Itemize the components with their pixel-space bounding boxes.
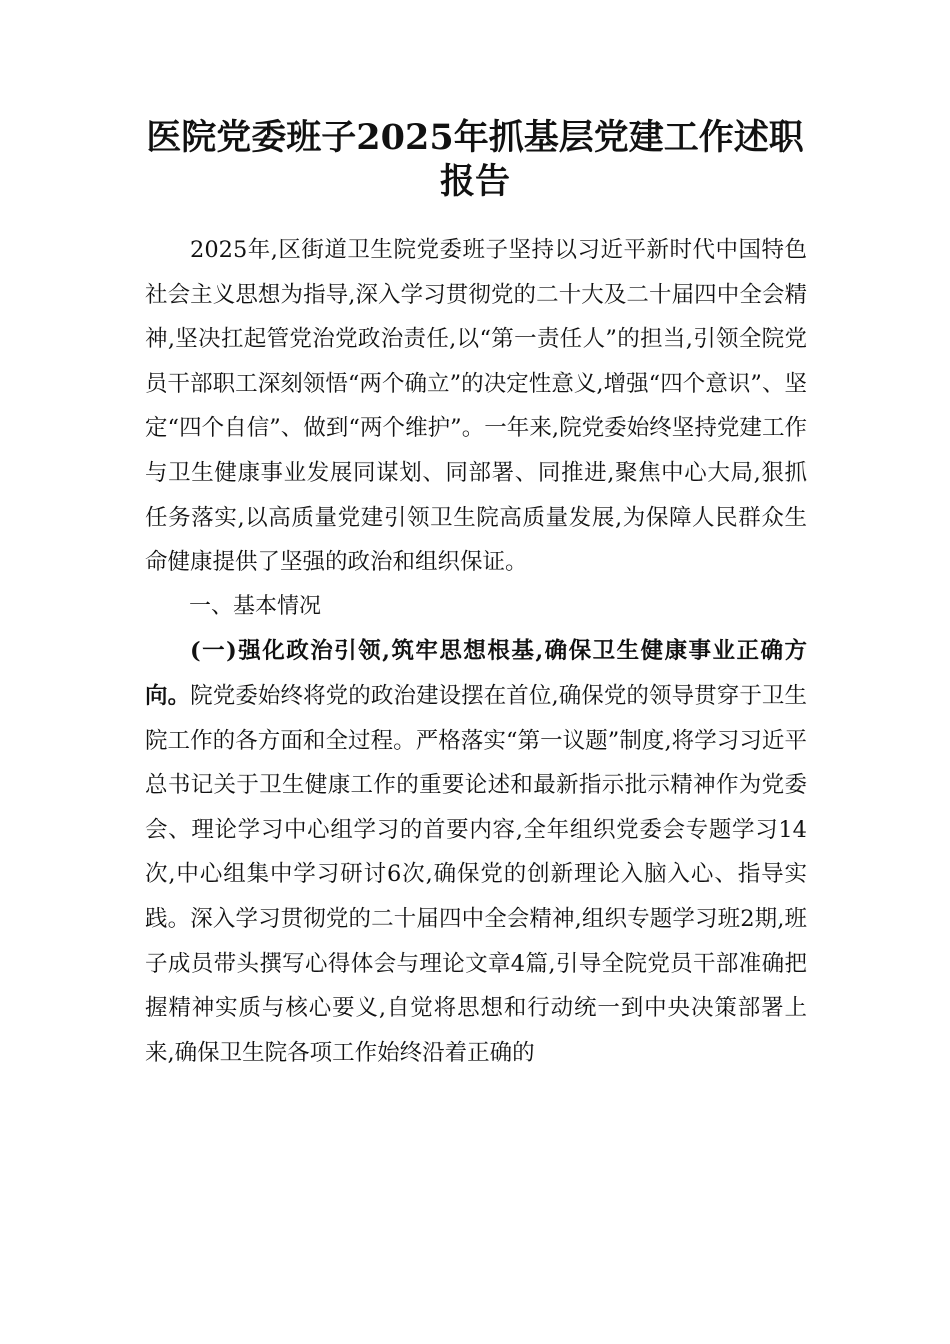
subsection-heading: (一)强化政治引领,筑牢思想根基,确保卫生健康事业正确方向。 <box>145 638 807 709</box>
document-title-line-2: 报告 <box>439 161 510 202</box>
document-title-line-1: 医院党委班子2025年抓基层党建工作述职 <box>146 117 804 158</box>
subsection-body: 院党委始终将党的政治建设摆在首位,确保党的领导贯穿于卫生院工作的各方面和全过程。严格落实“第一议题”制度,将学习习近平总书记关于卫生健康工作的重要论述和最新指示批示精神作为党委会、理论学习中心组学习的首要内容,全年组织党委会专题学习14次,中心组集中学习研讨6次,确保党的创新理论入脑入心、指导实践。深入学习贯彻党的二十届四中全会精神,组织专题学习班2期,班子成员带头撰写心得体会与理论文章4篇,引导全院党员干部准确把握精神实质与核心要义,自觉将思想和行动统一到中央决策部署上来,确保卫生院各项工作始终沿着正确的 <box>145 682 807 1066</box>
intro-paragraph: 2025年,区街道卫生院党委班子坚持以习近平新时代中国特色社会主义思想为指导,深入学习贯彻党的二十大及二十届四中全会精神,坚决扛起管党治党政治责任,以“第一责任人”的担当,引领全院党员干部职工深刻领悟“两个确立”的决定性意义,增强“四个意识”、坚定“四个自信”、做到“两个维护”。一年来,院党委始终坚持党建工作与卫生健康事业发展同谋划、同部署、同推进,聚焦中心大局,狠抓任务落实,以高质量党建引领卫生院高质量发展,为保障人民群众生命健康提供了坚强的政治和组织保证。 <box>145 237 807 576</box>
section-heading-basic-situation: 一、基本情况 <box>189 593 322 619</box>
document-body <box>145 228 807 1075</box>
subsection-paragraph <box>145 629 807 1075</box>
